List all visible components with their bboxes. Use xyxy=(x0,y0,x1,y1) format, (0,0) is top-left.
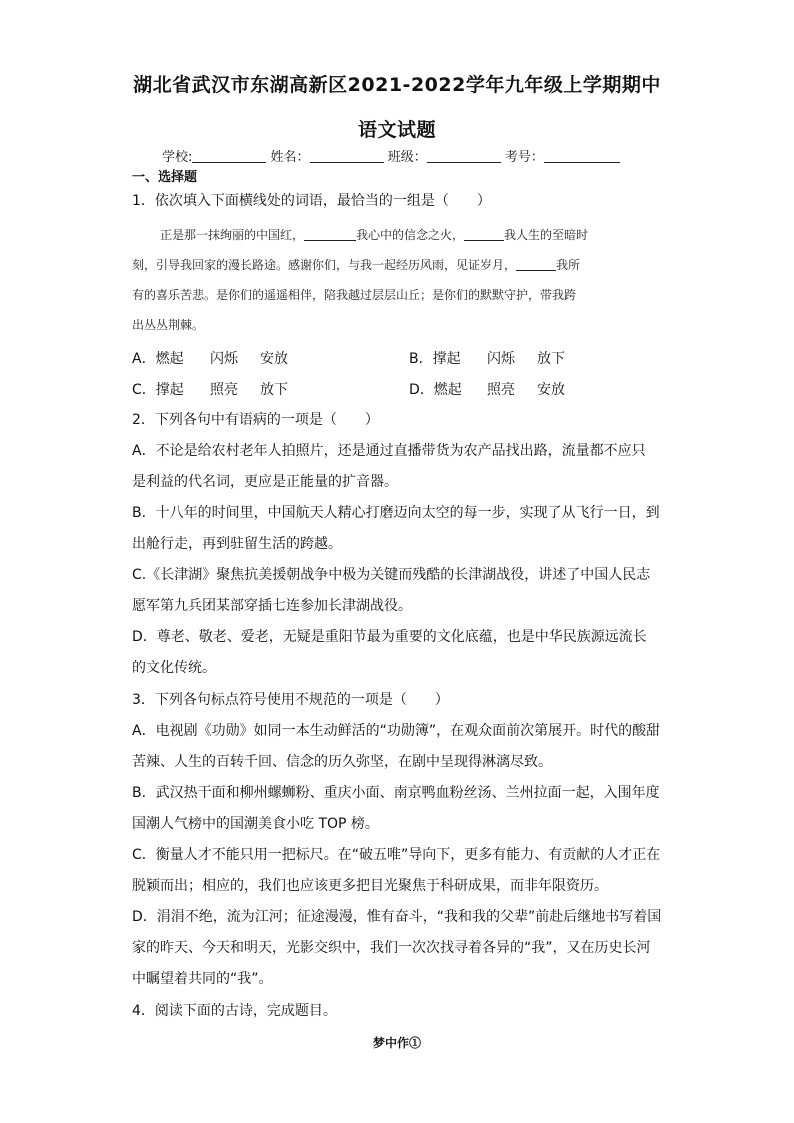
exam-no-field[interactable] xyxy=(544,149,620,163)
q2-stem: 2．下列各句中有语病的一项是（ ） xyxy=(132,412,379,428)
passage-text: 正是那一抹绚丽的中国红， xyxy=(160,228,305,242)
option-word: A．燃起 xyxy=(132,351,184,367)
q3-option-a-cont: 苦辣、人生的百转千回、信念的历久弥坚，在剧中呈现得淋漓尽致。 xyxy=(132,754,552,770)
q3-option-b[interactable]: B．武汉热干面和柳州螺蛳粉、重庆小面、南京鸭血粉丝汤、兰州拉面一起，入围年度 xyxy=(132,785,660,801)
q4-stem: 4．阅读下面的古诗，完成题目。 xyxy=(132,1003,337,1019)
passage-text: 刻，引导我回家的漫长路途。感谢你们，与我一起经历风雨，见证岁月， xyxy=(132,258,517,272)
q2-option-d[interactable]: D．尊老、敬老、爱老，无疑是重阳节最为重要的文化底蕴，也是中华民族源远流长 xyxy=(132,629,647,645)
passage-text: 我心中的信念之火， xyxy=(356,228,465,242)
option-word: 闪烁 xyxy=(487,351,515,367)
option-word: 安放 xyxy=(260,351,288,367)
passage-text: 我所 xyxy=(556,258,581,272)
blank-2 xyxy=(464,228,504,241)
q3-stem: 3．下列各句标点符号使用不规范的一项是（ ） xyxy=(132,692,449,708)
exam-no-label: 考号： xyxy=(504,150,544,165)
q1-stem: 1．依次填入下面横线处的词语，最恰当的一组是（ ） xyxy=(132,193,491,209)
class-field[interactable] xyxy=(427,149,501,163)
blank-1 xyxy=(304,228,356,241)
q3-option-d-cont: 家的昨天、今天和明天，光影交织中，我们一次次找寻着各异的“我”，又在历史长河 xyxy=(132,940,651,956)
q2-option-d-cont: 的文化传统。 xyxy=(132,660,216,676)
class-label: 班级： xyxy=(387,150,427,165)
q3-option-c-cont: 脱颖而出；相应的，我们也应该更多把目光聚焦于科研成果，而非年限资历。 xyxy=(132,878,608,894)
poem-title: 梦中作① xyxy=(372,1036,421,1050)
exam-title: 湖北省武汉市东湖高新区2021-2022学年九年级上学期期中 xyxy=(133,74,661,96)
q1-option-a[interactable] xyxy=(132,348,288,368)
school-field[interactable] xyxy=(192,149,266,163)
q1-option-d[interactable] xyxy=(409,379,565,399)
q1-option-c[interactable] xyxy=(132,379,288,399)
q3-option-d-cont: 中瞩望着共同的“我”。 xyxy=(132,971,273,987)
passage-text: 我人生的至暗时 xyxy=(504,228,589,242)
q2-option-c-cont: 愿军第九兵团某部穿插七连参加长津湖战役。 xyxy=(132,598,412,614)
exam-subtitle: 语文试题 xyxy=(357,119,436,141)
q2-option-a[interactable]: A．不论是给农村老年人拍照片，还是通过直播带货为农产品找出路，流量都不应只 xyxy=(132,443,646,459)
q1-passage-line xyxy=(132,256,580,273)
q3-option-a[interactable]: A．电视剧《功勋》如同一本生动鲜活的“功勋簿”，在观众面前次第展开。时代的酸甜 xyxy=(132,723,661,739)
option-word: 照亮 xyxy=(210,382,238,398)
q2-option-b[interactable]: B．十八年的时间里，中国航天人精心打磨迈向太空的每一步，实现了从飞行一日，到 xyxy=(132,505,660,521)
q3-option-d[interactable]: D．涓涓不绝，流为江河；征途漫漫，惟有奋斗，“我和我的父辈”前赴后继地书写着国 xyxy=(132,909,662,925)
school-label: 学校: xyxy=(162,150,193,165)
option-word: 放下 xyxy=(260,382,288,398)
q3-option-b-cont: 国潮人气榜中的国潮美食小吃 TOP 榜。 xyxy=(132,816,379,832)
section-heading: 一、选择题 xyxy=(132,170,198,185)
option-word: 放下 xyxy=(537,351,565,367)
option-word: 照亮 xyxy=(487,382,515,398)
option-word: D．燃起 xyxy=(409,382,462,398)
option-word: 安放 xyxy=(537,382,565,398)
q2-option-b-cont: 出舱行走，再到驻留生活的跨越。 xyxy=(132,536,342,552)
q1-option-b[interactable] xyxy=(409,348,565,368)
name-field[interactable] xyxy=(310,149,384,163)
q2-option-a-cont: 是利益的代名词，更应是正能量的扩音器。 xyxy=(132,474,398,490)
q1-passage-line: 有的喜乐苦悲。是你们的遥遥相伴，陪我越过层层山丘；是你们的默默守护，带我跨 xyxy=(132,288,577,302)
option-word: B．撑起 xyxy=(409,351,461,367)
student-info-line xyxy=(162,146,620,165)
name-label: 姓名： xyxy=(270,150,310,165)
q2-option-c[interactable]: C.《长津湖》聚焦抗美援朝战争中极为关键而残酷的长津湖战役，讲述了中国人民志 xyxy=(132,567,651,583)
option-word: 闪烁 xyxy=(210,351,238,367)
q1-passage-line xyxy=(160,226,588,243)
q3-option-c[interactable]: C．衡量人才不能只用一把标尺。在“破五唯”导向下，更多有能力、有贡献的人才正在 xyxy=(132,847,661,863)
blank-3 xyxy=(516,258,556,271)
q1-passage-line: 出丛丛荆棘。 xyxy=(132,318,205,332)
option-word: C．撑起 xyxy=(132,382,184,398)
